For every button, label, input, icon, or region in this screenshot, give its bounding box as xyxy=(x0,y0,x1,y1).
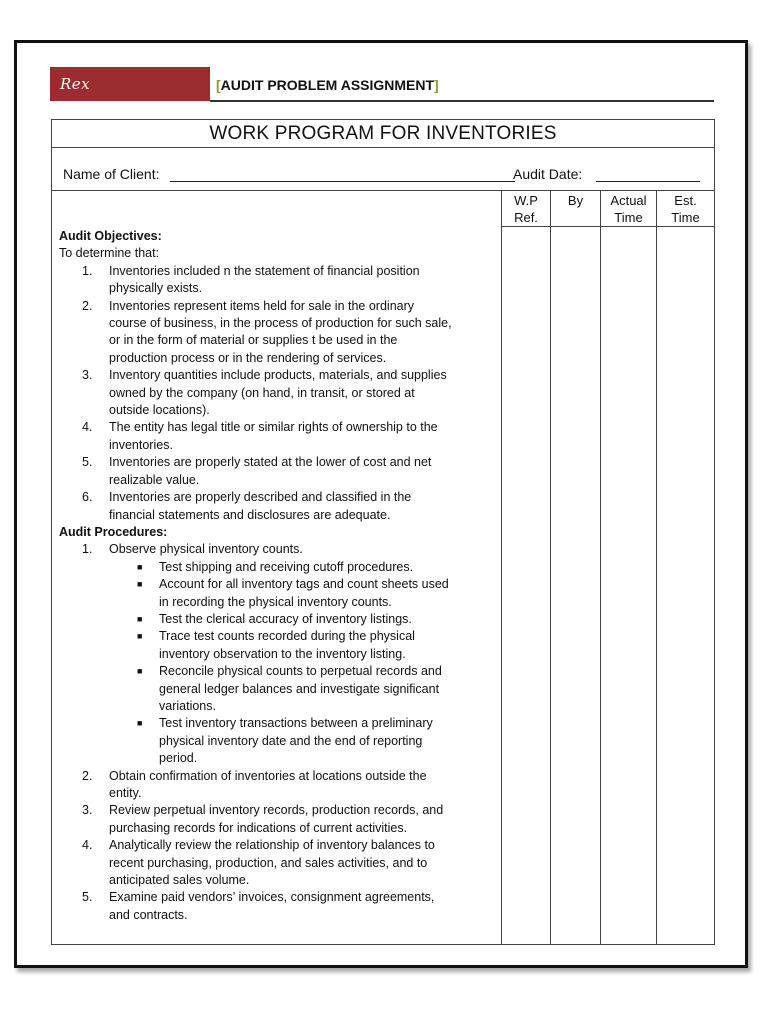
procedure-item-number: 4. xyxy=(82,838,93,853)
procedure-item-text-line: and contracts. xyxy=(109,907,188,922)
procedure-text: Observe physical inventory counts. xyxy=(109,542,303,557)
procedure-item-text-line: purchasing records for indications of current activities. xyxy=(109,820,408,835)
procedures-list xyxy=(59,768,497,925)
est-time-line: Time xyxy=(671,210,700,225)
objectives-heading: Audit Objectives: xyxy=(59,229,162,243)
assignment-tag xyxy=(216,77,439,93)
objective-item-text-line: inventories. xyxy=(109,437,173,452)
objective-item-number: 5. xyxy=(82,455,93,470)
procedure-bullet xyxy=(59,715,497,767)
column-divider xyxy=(550,190,551,945)
objective-item xyxy=(59,367,497,419)
bullet-icon: ■ xyxy=(137,718,143,729)
tag-close-bracket: ] xyxy=(434,77,439,93)
procedure-item-text-line: Analytically review the relationship of inventory balances to xyxy=(109,838,435,853)
bullet-text-line: Test inventory transactions between a preliminary xyxy=(159,716,433,731)
procedure-item-text-line: Obtain confirmation of inventories at locations outside the xyxy=(109,768,427,783)
procedure-item xyxy=(59,768,497,803)
objective-item-text-line: physically exists. xyxy=(109,281,203,296)
column-header-actual-time xyxy=(601,192,656,226)
objective-item-number: 1. xyxy=(82,263,93,278)
bullet-text-line: in recording the physical inventory counts. xyxy=(159,594,392,609)
column-divider xyxy=(656,190,657,945)
objective-item-text-line: Inventories are properly stated at the lower of cost and net xyxy=(109,455,432,470)
procedure-bullet xyxy=(59,628,497,663)
objective-item-number: 2. xyxy=(82,298,93,313)
bullet-text-line: Reconcile physical counts to perpetual records and xyxy=(159,664,442,679)
objective-item-text-line: production process or in the rendering of services. xyxy=(109,350,387,365)
procedure-item-text-line: anticipated sales volume. xyxy=(109,873,250,888)
column-header-est-time xyxy=(657,192,714,226)
objective-item-text-line: Inventories included n the statement of financial position xyxy=(109,263,420,278)
tag-open-bracket: [ xyxy=(216,77,221,93)
objective-item-text-line: course of business, in the process of production for such sale, xyxy=(109,316,452,331)
procedure-bullet xyxy=(59,663,497,715)
bullet-text-line: Account for all inventory tags and count sheets used xyxy=(159,577,449,592)
by-label: By xyxy=(567,193,584,208)
program-body xyxy=(59,228,497,924)
procedure-item-text-line: Review perpetual inventory records, production records, and xyxy=(109,803,444,818)
objective-item-text-line: or in the form of material or supplies t be used in the xyxy=(109,333,398,348)
objective-item-text-line: Inventories represent items held for sale in the ordinary xyxy=(109,298,415,313)
procedure-item xyxy=(59,837,497,889)
page-header xyxy=(50,67,714,127)
wp-ref-line: Ref. xyxy=(514,210,538,225)
audit-date-field[interactable] xyxy=(596,181,700,182)
assignment-tag-text: AUDIT PROBLEM ASSIGNMENT xyxy=(220,77,435,93)
client-label: Name of Client: xyxy=(63,166,160,182)
work-program-table xyxy=(51,119,715,945)
bullet-text-line: Trace test counts recorded during the physical xyxy=(159,629,415,644)
objective-item xyxy=(59,298,497,368)
procedure-bullet xyxy=(59,559,497,576)
bullet-text-line: inventory observation to the inventory listing. xyxy=(159,646,406,661)
procedure-item-number: 2. xyxy=(82,768,93,783)
objective-item xyxy=(59,454,497,489)
est-time-line: Est. xyxy=(674,193,697,208)
procedure-number: 1. xyxy=(82,542,93,557)
bullet-icon: ■ xyxy=(137,561,143,572)
procedure-bullet xyxy=(59,576,497,611)
objective-item xyxy=(59,263,497,298)
objective-item-number: 3. xyxy=(82,368,93,383)
actual-time-line: Actual xyxy=(610,193,647,208)
bullet-text-line: Test shipping and receiving cutoff procedures. xyxy=(159,559,414,574)
column-divider xyxy=(501,190,502,945)
bullet-text-line: Test the clerical accuracy of inventory listings. xyxy=(159,611,412,626)
objective-item-text-line: owned by the company (on hand, in transit, or stored at xyxy=(109,385,415,400)
bullet-text-line: general ledger balances and investigate significant xyxy=(159,681,440,696)
bullet-text-line: physical inventory date and the end of reporting xyxy=(159,733,423,748)
objective-item-number: 6. xyxy=(82,490,93,505)
client-divider xyxy=(52,190,714,191)
procedure-bullets xyxy=(59,559,497,768)
procedures-heading: Audit Procedures: xyxy=(59,524,168,539)
procedure-item xyxy=(59,889,497,924)
title-divider xyxy=(52,147,714,148)
bullet-icon: ■ xyxy=(137,579,143,590)
objective-item xyxy=(59,489,497,524)
bullet-text-line: variations. xyxy=(159,698,216,713)
objective-item-number: 4. xyxy=(82,420,93,435)
procedure-bullet xyxy=(59,611,497,628)
objective-item-text-line: realizable value. xyxy=(109,472,200,487)
document-title: WORK PROGRAM FOR INVENTORIES xyxy=(209,123,557,144)
header-rule xyxy=(210,100,714,102)
procedure-item-text-line: entity. xyxy=(109,786,142,800)
procedure-item-text-line: Examine paid vendors’ invoices, consignment agreements, xyxy=(109,890,435,905)
column-header-wp-ref xyxy=(502,192,550,226)
objectives-list xyxy=(59,263,497,524)
wp-ref-line: W.P xyxy=(514,193,538,208)
procedure-item xyxy=(59,802,497,837)
actual-time-line: Time xyxy=(614,210,643,225)
procedure-item-text-line: recent purchasing, production, and sales activities, and to xyxy=(109,855,428,870)
objective-item xyxy=(59,419,497,454)
bullet-icon: ■ xyxy=(137,666,143,677)
bullet-icon: ■ xyxy=(137,631,143,642)
objective-item-text-line: Inventories are properly described and classified in the xyxy=(109,490,412,505)
audit-date-label: Audit Date: xyxy=(513,166,583,182)
objectives-intro: To determine that: xyxy=(59,246,160,261)
bullet-text-line: period. xyxy=(159,751,198,766)
column-divider xyxy=(600,190,601,945)
objective-item-text-line: financial statements and disclosures are adequate. xyxy=(109,507,391,522)
column-header-divider xyxy=(501,226,714,227)
column-header-by xyxy=(551,192,600,209)
client-name-field[interactable] xyxy=(170,181,515,182)
objective-item-text-line: The entity has legal title or similar rights of ownership to the xyxy=(109,420,438,435)
bullet-icon: ■ xyxy=(137,613,143,624)
author-banner: Rex Duhaylungsod xyxy=(50,67,210,101)
objective-item-text-line: outside locations). xyxy=(109,403,210,418)
procedure-item xyxy=(59,541,497,558)
objective-item-text-line: Inventory quantities include products, materials, and supplies xyxy=(109,368,447,383)
procedure-item-number: 5. xyxy=(82,890,93,905)
procedure-item-number: 3. xyxy=(82,803,93,818)
